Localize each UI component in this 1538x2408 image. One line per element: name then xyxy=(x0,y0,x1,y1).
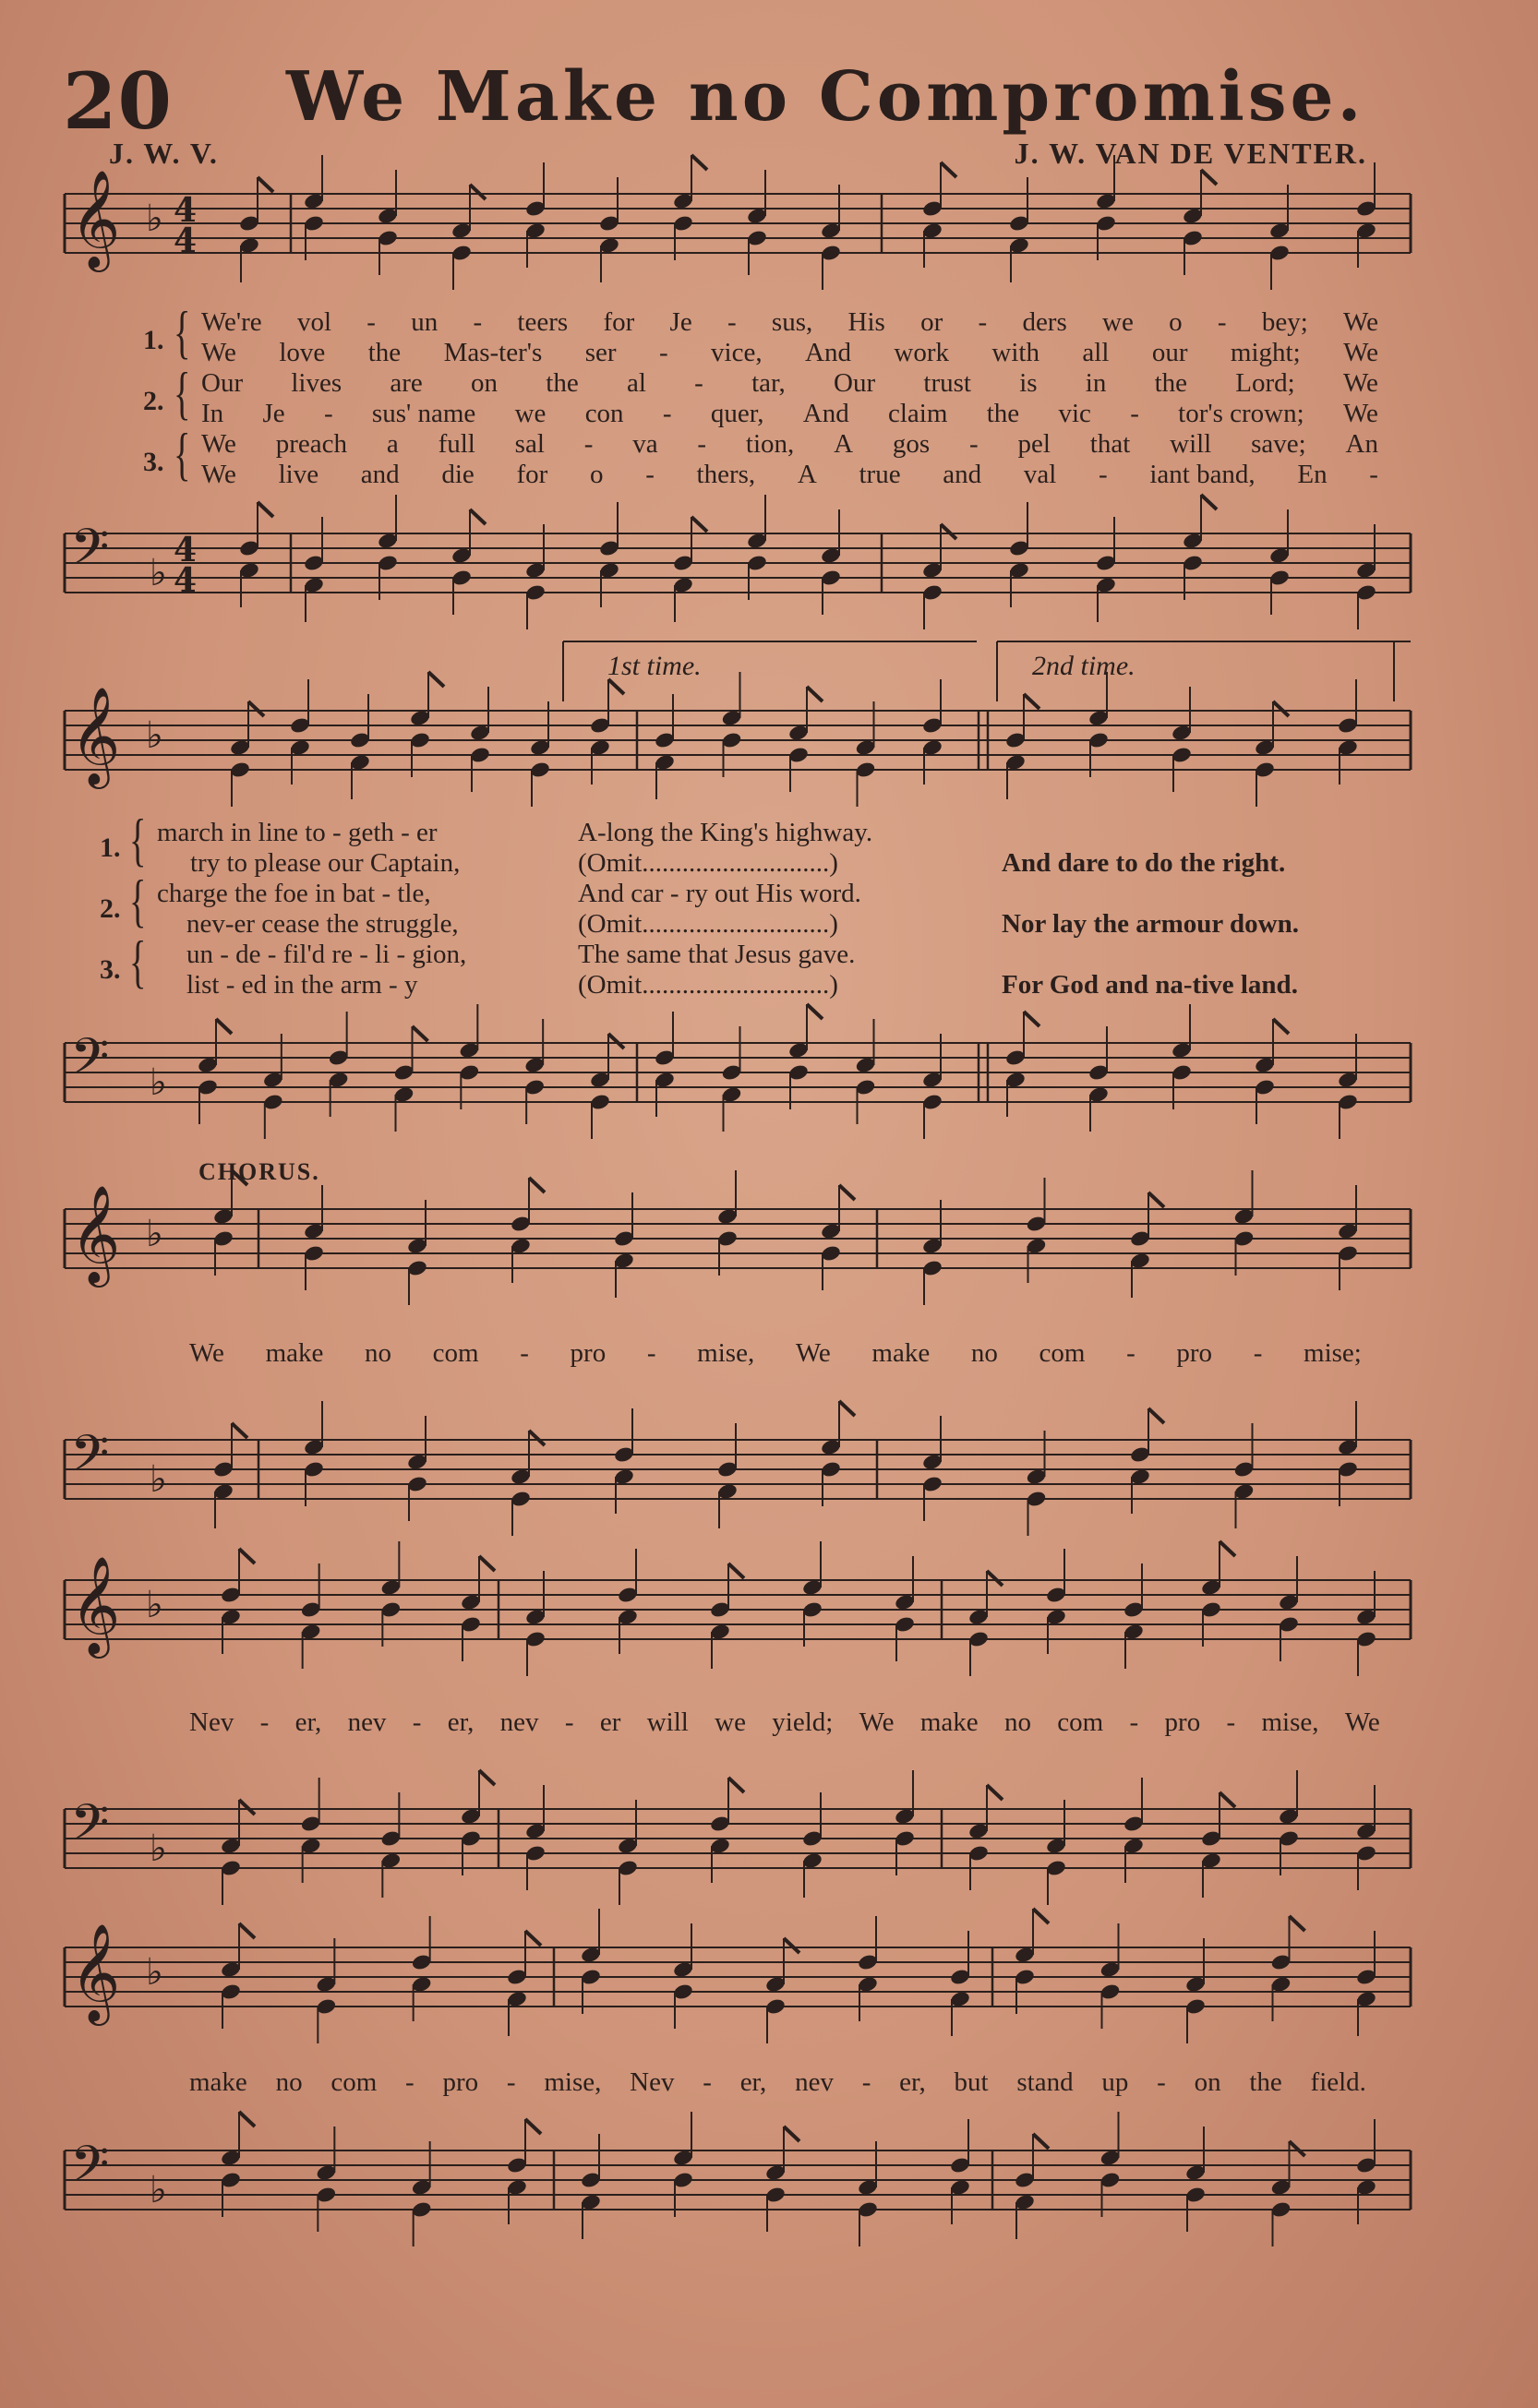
lyric-line: try to please our Captain, xyxy=(190,848,461,878)
lyric-syllable: com xyxy=(432,1338,479,1368)
note-flag xyxy=(479,1770,495,1785)
lyric-syllable: - xyxy=(1129,1707,1139,1737)
lyric-syllable: live xyxy=(278,460,319,489)
lyric-syllable: for xyxy=(603,307,635,337)
lyric-syllable: - xyxy=(645,460,655,489)
lyric-syllable: trust xyxy=(923,368,971,398)
lyric-syllable: con xyxy=(584,399,624,428)
lyric-syllable: - xyxy=(1098,460,1108,489)
lyric-syllable: mise, xyxy=(697,1338,755,1368)
lyricist-credit: J. W. V. xyxy=(109,137,219,170)
lyric-syllable: we xyxy=(715,1707,746,1737)
lyric-syllable: mise, xyxy=(544,2067,602,2097)
note-flag xyxy=(691,155,707,170)
lyric-syllable: yield; xyxy=(772,1707,834,1737)
lyric-syllable: pro xyxy=(442,2067,479,2097)
lyric-syllable: quer, xyxy=(710,399,764,428)
lyric-syllable: iant band, xyxy=(1149,460,1256,489)
lyric-line: (Omit............................) xyxy=(578,848,838,878)
lyric-syllable: - xyxy=(412,1707,422,1737)
lyric-syllable: - xyxy=(969,429,979,459)
lyric-syllable: full xyxy=(438,429,475,459)
lyric-syllable: - xyxy=(323,399,333,428)
verse-number-3: 3. xyxy=(100,954,121,985)
lyric-syllable: pro xyxy=(570,1338,607,1368)
lyric-syllable: the xyxy=(986,399,1020,428)
note-flag xyxy=(239,1923,255,1938)
lyric-line: Nor lay the armour down. xyxy=(1002,909,1299,939)
first-ending-lyrics xyxy=(578,818,872,1000)
lyric-syllable: - xyxy=(520,1338,529,1368)
verse-number-2: 2. xyxy=(143,386,164,416)
lyric-syllable: - xyxy=(662,399,672,428)
lyric-syllable: are xyxy=(390,368,423,398)
note-flag xyxy=(525,2119,541,2134)
lyric-syllable: nev xyxy=(499,1707,539,1737)
verse-number-3: 3. xyxy=(143,447,164,477)
time-signature-bottom: 4 xyxy=(174,222,198,260)
note-flag xyxy=(941,524,956,539)
lyric-syllable: Mas-ter's xyxy=(443,338,543,367)
lyric-syllable: - xyxy=(978,307,988,337)
lyric-syllable: o xyxy=(590,460,604,489)
lyric-syllable: We xyxy=(1343,338,1378,367)
verse-brace: { xyxy=(174,421,191,486)
lyric-syllable: We xyxy=(1342,399,1378,428)
system2-main-lyrics xyxy=(157,818,466,1000)
verse-line xyxy=(201,399,1378,429)
lyric-syllable: Our xyxy=(834,368,876,398)
lyric-syllable: We xyxy=(201,429,236,459)
lyric-syllable: We xyxy=(1342,368,1378,398)
lyric-syllable: We xyxy=(795,1338,831,1368)
verse-line xyxy=(201,338,1378,368)
lyric-syllable: that xyxy=(1089,429,1131,459)
note-flag xyxy=(1148,1192,1164,1207)
lyric-line: And dare to do the right. xyxy=(1002,848,1286,878)
lyric-syllable: sus, xyxy=(771,307,813,337)
lyric-syllable: work xyxy=(894,338,949,367)
note-flag xyxy=(258,177,273,192)
lyric-syllable: er, xyxy=(739,2067,767,2097)
note-flag xyxy=(839,1401,855,1416)
lyric-line: (Omit............................) xyxy=(578,909,838,939)
lyric-syllable: the xyxy=(1154,368,1188,398)
lyric-syllable: a xyxy=(386,429,399,459)
lyric-syllable: - xyxy=(1126,1338,1135,1368)
note-flag xyxy=(1220,1541,1235,1556)
lyric-syllable: - xyxy=(861,2067,871,2097)
note-flag xyxy=(248,701,264,716)
lyric-syllable: We xyxy=(1344,1707,1380,1737)
lyric-line: And car - ry out His word. xyxy=(578,879,861,908)
lyric-syllable: vic xyxy=(1058,399,1091,428)
lyric-syllable: thers, xyxy=(696,460,756,489)
hymn-number: 20 xyxy=(63,55,173,147)
composer-credit: J. W. VAN DE VENTER. xyxy=(1014,137,1367,170)
note-flag xyxy=(1024,1012,1039,1026)
lyric-syllable: Je xyxy=(262,399,285,428)
treble-clef: 𝄞 xyxy=(70,169,121,268)
lyric-syllable: the xyxy=(546,368,579,398)
note-flag xyxy=(1273,701,1289,716)
note-flag xyxy=(529,1178,545,1192)
lyric-syllable: no xyxy=(365,1338,392,1368)
note-flag xyxy=(1024,694,1039,709)
note-flag xyxy=(1033,2134,1049,2149)
note-flag xyxy=(525,1931,541,1946)
lyric-line: march in line to - geth - er xyxy=(157,818,438,847)
verse-number-1: 1. xyxy=(143,325,164,355)
bass-clef: 𝄢 xyxy=(70,1793,110,1864)
lyric-syllable: sus' name xyxy=(371,399,476,428)
lyric-line: nev-er cease the struggle, xyxy=(186,909,459,939)
note-flag xyxy=(807,687,823,701)
lyric-syllable: mise; xyxy=(1304,1338,1362,1368)
note-flag xyxy=(1201,495,1217,509)
flat-key-signature: ♭ xyxy=(146,1213,163,1255)
time-signature-top: 4 xyxy=(174,191,198,230)
note-flag xyxy=(691,517,707,532)
lyric-syllable: - xyxy=(405,2067,415,2097)
lyric-syllable: the xyxy=(367,338,402,367)
lyric-syllable: claim xyxy=(888,399,948,428)
note-flag xyxy=(941,162,956,177)
note-flag xyxy=(784,2126,799,2141)
treble-clef: 𝄞 xyxy=(70,1923,121,2021)
lyric-syllable: - xyxy=(583,429,594,459)
lyric-syllable: the xyxy=(1249,2067,1282,2097)
lyric-syllable: va xyxy=(632,429,658,459)
lyric-syllable: al xyxy=(626,368,646,398)
lyric-syllable: tor's crown; xyxy=(1178,399,1304,428)
lyric-syllable: make xyxy=(189,2067,247,2097)
note-flag xyxy=(239,1549,255,1563)
flat-key-signature: ♭ xyxy=(150,1827,167,1870)
lyric-syllable: - xyxy=(1226,1707,1236,1737)
lyric-syllable: no xyxy=(275,2067,303,2097)
chorus-line-3 xyxy=(189,2067,1366,2098)
note-flag xyxy=(987,1785,1003,1800)
lyric-syllable: Lord; xyxy=(1235,368,1295,398)
lyric-syllable: ders xyxy=(1022,307,1067,337)
lyric-syllable: stand xyxy=(1016,2067,1074,2097)
lyric-syllable: - xyxy=(473,307,483,337)
bass-clef: 𝄢 xyxy=(70,2135,110,2206)
note-flag xyxy=(728,1778,744,1792)
lyric-syllable: make xyxy=(265,1338,324,1368)
lyric-syllable: tar, xyxy=(751,368,786,398)
verse-number-1: 1. xyxy=(100,833,121,863)
lyric-line xyxy=(1002,879,1299,909)
lyric-line xyxy=(1002,818,1299,848)
lyric-syllable: make xyxy=(919,1707,979,1737)
lyric-syllable: our xyxy=(1151,338,1188,367)
lyric-syllable: And xyxy=(802,399,849,428)
lyric-syllable: - xyxy=(1157,2067,1166,2097)
lyric-syllable: all xyxy=(1082,338,1110,367)
note-flag xyxy=(529,1431,545,1445)
lyric-syllable: up xyxy=(1101,2067,1129,2097)
lyric-syllable: preach xyxy=(275,429,348,459)
lyric-syllable: mise, xyxy=(1261,1707,1319,1737)
flat-key-signature: ♭ xyxy=(146,714,163,757)
lyric-syllable: teers xyxy=(517,307,569,337)
lyric-syllable: will xyxy=(1170,429,1212,459)
lyric-line xyxy=(1002,940,1299,970)
lyric-syllable: val xyxy=(1023,460,1057,489)
bass-clef: 𝄢 xyxy=(70,1027,110,1098)
lyric-syllable: for xyxy=(516,460,548,489)
verse-brace: { xyxy=(129,928,147,994)
lyric-syllable: - xyxy=(259,1707,270,1737)
note-flag xyxy=(470,509,486,524)
lyric-syllable: bey; xyxy=(1261,307,1308,337)
lyric-line: list - ed in the arm - y xyxy=(186,970,418,1000)
note-flag xyxy=(608,1034,624,1048)
note-flag xyxy=(470,185,486,199)
lyric-syllable: We xyxy=(201,460,236,489)
lyric-syllable: and xyxy=(360,460,400,489)
flat-key-signature: ♭ xyxy=(146,1584,163,1626)
note-flag xyxy=(728,1563,744,1578)
lyric-syllable: lives xyxy=(291,368,342,398)
lyric-syllable: tion, xyxy=(745,429,795,459)
flat-key-signature: ♭ xyxy=(150,552,167,594)
lyric-syllable: - xyxy=(1369,460,1378,489)
lyric-syllable: er, xyxy=(294,1707,322,1737)
verse-number-2: 2. xyxy=(100,893,121,924)
note-flag xyxy=(216,1019,232,1034)
lyric-syllable: - xyxy=(1217,307,1227,337)
lyric-syllable: - xyxy=(658,338,668,367)
lyric-syllable: - xyxy=(727,307,737,337)
lyric-syllable: We xyxy=(1343,307,1378,337)
lyric-syllable: love xyxy=(279,338,326,367)
lyric-syllable: - xyxy=(646,1338,656,1368)
lyric-syllable: pro xyxy=(1164,1707,1201,1737)
verse-line xyxy=(201,307,1378,338)
note-flag xyxy=(1290,1916,1305,1931)
lyric-syllable: in xyxy=(1085,368,1107,398)
verse-brace: { xyxy=(129,807,147,872)
second-ending-lyrics xyxy=(1002,818,1299,1000)
lyric-syllable: An xyxy=(1345,429,1378,459)
lyric-syllable: nev xyxy=(347,1707,387,1737)
lyric-syllable: Nev xyxy=(189,1707,234,1737)
note-flag xyxy=(1290,2141,1305,2156)
lyric-line: A-long the King's highway. xyxy=(578,818,873,847)
lyric-syllable: die xyxy=(441,460,475,489)
lyric-syllable: - xyxy=(703,2067,712,2097)
lyric-syllable: We xyxy=(201,338,236,367)
note-flag xyxy=(1201,170,1217,185)
treble-clef: 𝄞 xyxy=(70,1184,121,1283)
lyric-syllable: ser xyxy=(584,338,617,367)
lyric-syllable: we xyxy=(514,399,547,428)
lyric-syllable: no xyxy=(1003,1707,1031,1737)
lyric-syllable: make xyxy=(871,1338,931,1368)
treble-clef: 𝄞 xyxy=(70,1555,121,1654)
note-flag xyxy=(1220,1792,1235,1807)
lyric-syllable: field. xyxy=(1310,2067,1366,2097)
verse-brace: { xyxy=(174,299,191,365)
verse-brace: { xyxy=(129,868,147,933)
lyric-line: (Omit............................) xyxy=(578,970,838,1000)
note-flag xyxy=(784,1938,799,1953)
lyric-syllable: but xyxy=(954,2067,989,2097)
lyric-syllable: - xyxy=(694,368,703,398)
verse-line xyxy=(201,368,1378,399)
lyric-syllable: And xyxy=(805,338,851,367)
lyric-syllable: We xyxy=(859,1707,895,1737)
flat-key-signature: ♭ xyxy=(146,1951,163,1994)
time-signature-bottom: 4 xyxy=(174,561,198,600)
note-flag xyxy=(239,2112,255,2126)
lyric-syllable: vice, xyxy=(711,338,763,367)
chorus-line-2 xyxy=(189,1707,1380,1738)
lyric-line: The same that Jesus gave. xyxy=(578,940,856,969)
lyric-syllable: no xyxy=(970,1338,998,1368)
lyric-syllable: In xyxy=(201,399,224,428)
lyric-syllable: on xyxy=(1194,2067,1221,2097)
lyric-syllable: is xyxy=(1019,368,1038,398)
lyric-line: charge the foe in bat - tle, xyxy=(157,879,431,908)
lyric-syllable: er, xyxy=(899,2067,926,2097)
lyric-syllable: A xyxy=(834,429,854,459)
lyric-syllable: Nev xyxy=(630,2067,675,2097)
note-flag xyxy=(239,1800,255,1815)
lyric-syllable: com xyxy=(1039,1338,1086,1368)
lyric-syllable: - xyxy=(1130,399,1139,428)
lyric-syllable: true xyxy=(859,460,901,489)
note-flag xyxy=(839,1185,855,1200)
lyric-syllable: - xyxy=(366,307,376,337)
lyric-syllable: A xyxy=(797,460,817,489)
lyric-syllable: We xyxy=(189,1338,224,1368)
lyric-syllable: er, xyxy=(447,1707,475,1737)
flat-key-signature: ♭ xyxy=(146,198,163,240)
lyric-syllable: o xyxy=(1169,307,1183,337)
note-flag xyxy=(232,1423,247,1438)
time-signature-top: 4 xyxy=(174,531,198,569)
second-ending-label: 2nd time. xyxy=(1032,651,1135,681)
lyric-syllable: or xyxy=(920,307,943,337)
flat-key-signature: ♭ xyxy=(150,1458,167,1501)
chorus-label: CHORUS. xyxy=(198,1158,320,1185)
flat-key-signature: ♭ xyxy=(150,1061,167,1104)
note-flag xyxy=(1033,1909,1049,1923)
note-flag xyxy=(413,1026,428,1041)
note-flag xyxy=(807,1004,823,1019)
bass-clef: 𝄢 xyxy=(70,518,110,589)
lyric-syllable: we xyxy=(1102,307,1134,337)
lyric-syllable: will xyxy=(646,1707,689,1737)
lyric-syllable: sal xyxy=(514,429,545,459)
chorus-line-1 xyxy=(189,1338,1362,1369)
lyric-syllable: on xyxy=(471,368,499,398)
lyric-syllable: En xyxy=(1297,460,1328,489)
hymn-title: We Make no Compromise. xyxy=(286,57,1365,137)
note-flag xyxy=(479,1556,495,1571)
lyric-syllable: save; xyxy=(1251,429,1306,459)
lyric-line: For God and na-tive land. xyxy=(1002,970,1298,1000)
lyric-syllable: Our xyxy=(201,368,244,398)
note-flag xyxy=(258,502,273,517)
lyric-syllable: - xyxy=(697,429,707,459)
lyric-syllable: un xyxy=(411,307,439,337)
lyric-syllable: - xyxy=(1253,1338,1263,1368)
lyric-syllable: We're xyxy=(201,307,262,337)
lyric-line: un - de - fil'd re - li - gion, xyxy=(186,940,467,969)
lyric-syllable: vol xyxy=(296,307,332,337)
note-flag xyxy=(1148,1408,1164,1423)
first-ending-label: 1st time. xyxy=(607,651,702,681)
lyric-syllable: with xyxy=(991,338,1039,367)
lyric-syllable: com xyxy=(1057,1707,1104,1737)
flat-key-signature: ♭ xyxy=(150,2169,167,2211)
lyric-syllable: Je xyxy=(669,307,692,337)
lyric-syllable: might; xyxy=(1230,338,1301,367)
lyric-syllable: pel xyxy=(1017,429,1051,459)
bass-clef: 𝄢 xyxy=(70,1424,110,1495)
note-flag xyxy=(1273,1019,1289,1034)
lyric-syllable: - xyxy=(506,2067,516,2097)
verse-line xyxy=(201,429,1378,460)
lyric-syllable: com xyxy=(330,2067,378,2097)
system1-lyrics xyxy=(201,307,1378,490)
note-flag xyxy=(987,1571,1003,1586)
lyric-syllable: er xyxy=(599,1707,621,1737)
lyric-syllable: gos xyxy=(892,429,931,459)
lyric-syllable: - xyxy=(564,1707,574,1737)
note-flag xyxy=(428,672,444,687)
verse-line xyxy=(201,460,1378,490)
verse-brace: { xyxy=(174,360,191,425)
treble-clef: 𝄞 xyxy=(70,686,121,785)
lyric-syllable: pro xyxy=(1176,1338,1213,1368)
lyric-syllable: nev xyxy=(795,2067,834,2097)
lyric-syllable: and xyxy=(943,460,982,489)
lyric-syllable: His xyxy=(847,307,885,337)
